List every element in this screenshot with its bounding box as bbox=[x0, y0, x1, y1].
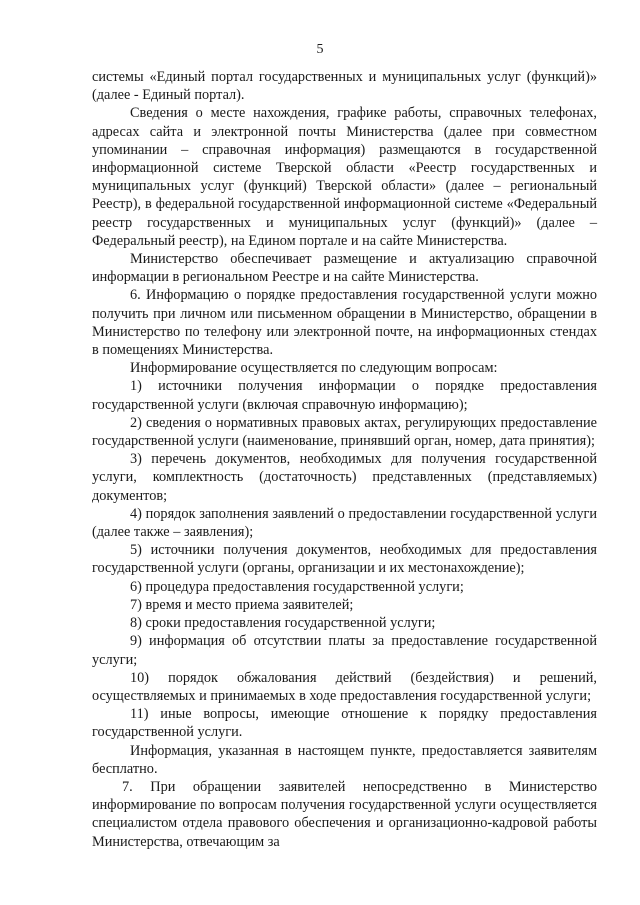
list-item-10: 10) порядок обжалования действий (бездействия) и решений, осуществляемых и принимаемых в ходе предоставления государственной услуги; bbox=[92, 669, 597, 704]
page-number: 5 bbox=[316, 42, 324, 57]
paragraph-informing-intro: Информирование осуществляется по следующим вопросам: bbox=[130, 360, 498, 377]
list-item-8: 8) сроки предоставления государственной услуги; bbox=[130, 615, 436, 632]
paragraph-ministry-ensures: Министерство обеспечивает размещение и актуализацию справочной информации в региональном Реестре и на сайте Министерства. bbox=[92, 251, 597, 286]
paragraph-free-of-charge: Информация, указанная в настоящем пункте, предоставляется заявителям бесплатно. bbox=[92, 742, 597, 777]
list-item-7: 7) время и место приема заявителей; bbox=[130, 596, 354, 613]
list-item-9: 9) информация об отсутствии платы за предоставление государственной услуги; bbox=[92, 633, 597, 668]
paragraph-item-6: 6. Информацию о порядке предоставления государственной услуги можно получить при личном или письменном обращении в Министерство, обращении в Министерство по телефону или электронной почте, на информационных стендах в помещениях Министерства. bbox=[92, 287, 597, 359]
document-body bbox=[92, 68, 597, 851]
list-item-2: 2) сведения о нормативных правовых актах, регулирующих предоставление государственной услуги (наименование, принявший орган, номер, дата принятия); bbox=[92, 414, 597, 450]
list-item-5: 5) источники получения документов, необходимых для предоставления государственной услуги (органы, организации и их местонахождение); bbox=[92, 542, 597, 577]
paragraph-reference-info: Сведения о месте нахождения, графике работы, справочных телефонах, адресах сайта и электронной почты Министерства (далее при совместном упоминании – справочная информация) размещаются в государственной информационной системе Тверской области «Реестр государственных и муниципальных услуг (функций) Тверской области» (далее – региональный Реестр), в федеральной государственной информационной системе «Федеральный реестр государственных и муниципальных услуг (функций)» (далее – Федеральный реестр), на Едином портале и на сайте Министерства. bbox=[92, 105, 597, 249]
list-item-6: 6) процедура предоставления государственной услуги; bbox=[130, 578, 464, 595]
list-item-1: 1) источники получения информации о порядке предоставления государственной услуги (включая справочную информацию); bbox=[92, 378, 597, 413]
list-item-4: 4) порядок заполнения заявлений о предоставлении государственной услуги (далее также – заявления); bbox=[92, 505, 597, 541]
paragraph-portal-continuation: системы «Единый портал государственных и муниципальных услуг (функций)» (далее - Единый портал). bbox=[92, 69, 597, 104]
list-item-3: 3) перечень документов, необходимых для получения государственной услуги, комплектность (достаточность) представленных (представляемых) документов; bbox=[92, 451, 597, 504]
list-item-11: 11) иные вопросы, имеющие отношение к порядку предоставления государственной услуги. bbox=[92, 706, 597, 741]
paragraph-item-7: 7. При обращении заявителей непосредственно в Министерство информирование по вопросам получения государственной услуги осуществляется специалистом отдела правового обеспечения и организационно-кадровой работы Министерства, отвечающим за bbox=[92, 778, 597, 850]
